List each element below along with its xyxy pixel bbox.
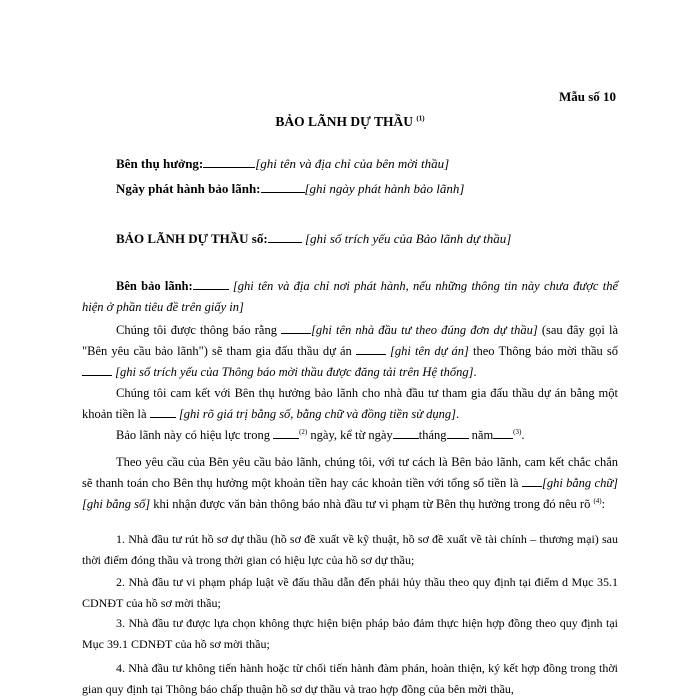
- footnote-ref: (2): [299, 427, 308, 436]
- blank: [203, 157, 255, 168]
- beneficiary-label: Bên thụ hưởng:: [116, 156, 204, 171]
- issue-date-hint: [ghi ngày phát hành bảo lãnh]: [304, 181, 465, 196]
- text: .: [456, 407, 460, 421]
- blank: [356, 344, 386, 355]
- paragraph-payment: [82, 452, 618, 515]
- text: Theo yêu cầu của Bên yêu cầu bảo lãnh, chúng tôi, với tư cách là Bên bảo lãnh, cam kết chắc chắn sẽ thanh toán cho Bên thụ hưởng một khoản tiền hay các khoản tiền với tổng số tiền là: [82, 455, 618, 490]
- beneficiary-line: [116, 156, 449, 172]
- text: Bảo lãnh này có hiệu lực trong: [116, 428, 274, 442]
- guarantor-hint: [ghi tên và địa chỉ nơi phát hành, nếu những thông tin này chưa được thể hiện ở phần tiêu đề trên giấy in]: [82, 279, 618, 314]
- paragraph-notification: [82, 320, 618, 383]
- list-item: 2. Nhà đầu tư vi phạm pháp luật về đấu thầu dẫn đến phải hủy thầu theo quy định tại điểm d Mục 35.1 CDNĐT của hồ sơ mời thầu;: [82, 575, 618, 610]
- text: Chúng tôi được thông báo rằng: [116, 323, 282, 337]
- list-item: 3. Nhà đầu tư được lựa chọn không thực hiện biện pháp bảo đảm thực hiện hợp đồng theo quy định tại Mục 39.1 CDNĐT của hồ sơ mời thầu;: [82, 616, 618, 651]
- blank: [522, 476, 542, 487]
- paragraph-validity: [82, 425, 618, 446]
- blank: [281, 323, 311, 334]
- blank: [393, 428, 419, 439]
- form-number: Mẫu số 10: [558, 89, 616, 104]
- hint: [ghi bằng chữ] [ghi bằng số]: [82, 476, 619, 511]
- blank: [273, 428, 299, 439]
- blank: [150, 407, 176, 418]
- text: năm: [468, 428, 494, 442]
- text: ngày, kể từ ngày: [307, 428, 393, 442]
- hint: [ghi tên dự án]: [390, 344, 469, 358]
- text: :: [601, 497, 606, 511]
- blank: [268, 232, 302, 243]
- issue-date-line: [116, 181, 464, 197]
- guarantor-label: Bên bảo lãnh:: [116, 279, 193, 293]
- beneficiary-hint: [ghi tên và địa chỉ của bên mời thầu]: [255, 156, 450, 171]
- hint: [ghi số trích yếu của Thông báo mời thầu được đăng tải trên Hệ thống]: [115, 365, 474, 379]
- paragraph-commitment: [82, 383, 618, 425]
- document-title: [0, 114, 700, 130]
- guarantee-number-label: BẢO LÃNH DỰ THẦU số:: [116, 231, 268, 246]
- footnote-ref: (3): [513, 427, 522, 436]
- list-item: 4. Nhà đầu tư không tiến hành hoặc từ chối tiến hành đàm phán, hoàn thiện, ký kết hợp đồng trong thời gian quy định tại Thông báo chấp thuận hồ sơ dự thầu và trao hợp đồng của bên mời thầu,: [82, 661, 618, 696]
- blank: [261, 182, 305, 193]
- text: khi nhận được văn bản thông báo nhà đầu tư vi phạm từ Bên thụ hưởng trong đó nêu rõ: [150, 497, 594, 511]
- blank: [493, 428, 513, 439]
- footnote-ref: (4): [593, 496, 602, 505]
- blank: [82, 365, 112, 376]
- text: tháng: [418, 428, 447, 442]
- guarantee-number-line: [116, 231, 511, 247]
- text: .: [521, 428, 525, 442]
- title-text: BẢO LÃNH DỰ THẦU: [275, 114, 414, 129]
- text: Chúng tôi cam kết với Bên thụ hưởng bảo lãnh cho nhà đầu tư tham gia đấu thầu dự án bằng một khoản tiền là: [82, 386, 618, 421]
- list-item: 1. Nhà đầu tư rút hồ sơ dự thầu (hồ sơ đề xuất về kỹ thuật, hồ sơ đề xuất về tài chính – thương mại) sau thời điểm đóng thầu và trong thời gian có hiệu lực của hồ sơ dự thầu;: [82, 532, 618, 567]
- issue-date-label: Ngày phát hành bảo lãnh:: [116, 181, 261, 196]
- hint: [ghi rõ giá trị bằng số, bằng chữ và đồng tiền sử dụng]: [178, 407, 457, 421]
- blank: [447, 428, 469, 439]
- text: theo Thông báo mời thầu số: [468, 344, 619, 358]
- guarantor-paragraph: [82, 276, 618, 318]
- guarantee-number-hint: [ghi số trích yếu của Bảo lãnh dự thầu]: [304, 231, 512, 246]
- text: (sau đây gọi là "Bên yêu cầu bảo lãnh") sẽ tham gia đấu thầu dự án: [82, 323, 619, 358]
- title-footnote-ref: (1): [416, 114, 425, 123]
- text: .: [473, 365, 477, 379]
- blank: [193, 279, 229, 290]
- hint: [ghi tên nhà đầu tư theo đúng đơn dự thầu]: [311, 323, 538, 337]
